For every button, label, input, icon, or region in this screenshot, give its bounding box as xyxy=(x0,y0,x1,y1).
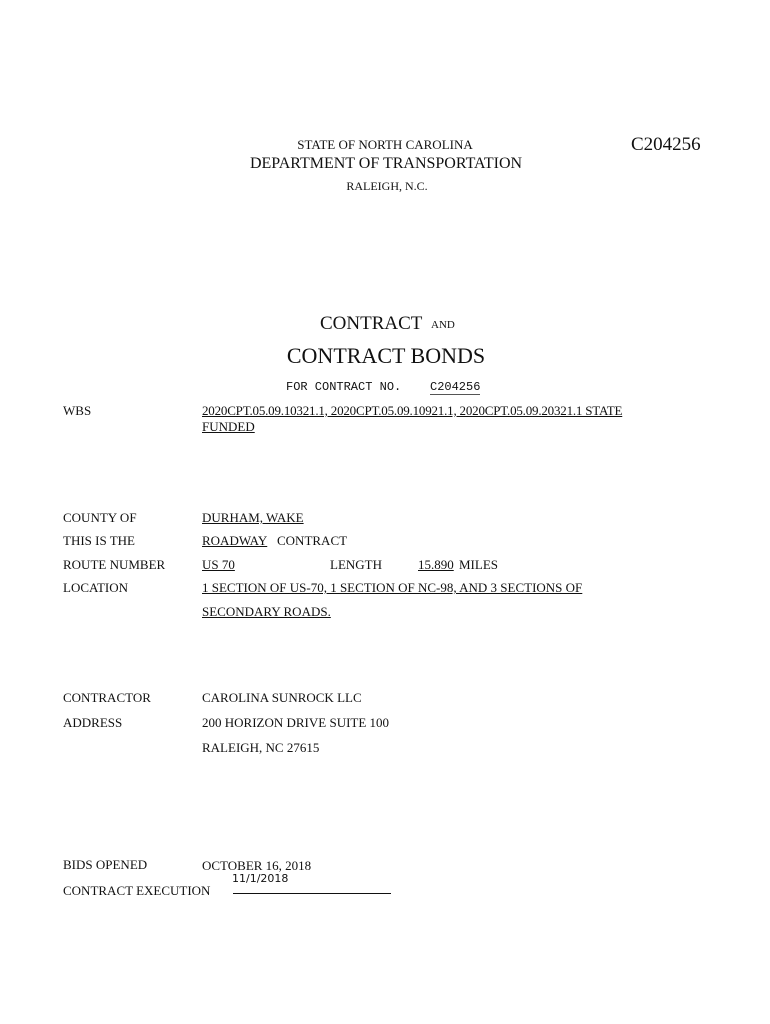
location-line2: SECONDARY ROADS. xyxy=(202,604,331,619)
address-line2: RALEIGH, NC 27615 xyxy=(202,740,320,755)
contract-id: C204256 xyxy=(631,134,701,155)
execution-label: CONTRACT EXECUTION xyxy=(63,883,211,898)
contract-word: CONTRACT xyxy=(277,533,348,548)
wbs-label: WBS xyxy=(63,403,92,418)
state-heading: STATE OF NORTH CAROLINA xyxy=(297,137,473,152)
execution-signature-line xyxy=(233,893,391,894)
for-contract-no-label: FOR CONTRACT NO. xyxy=(286,380,402,394)
bids-opened-value: OCTOBER 16, 2018 xyxy=(202,858,312,873)
county-value: DURHAM, WAKE xyxy=(202,510,304,525)
route-label: ROUTE NUMBER xyxy=(63,557,166,572)
address-label: ADDRESS xyxy=(63,715,123,730)
county-label: COUNTY OF xyxy=(63,510,137,525)
wbs-line1: 2020CPT.05.09.10321.1, 2020CPT.05.09.10921.1, 2020CPT.05.09.20321.1 STATE xyxy=(202,403,623,418)
city-heading: RALEIGH, N.C. xyxy=(346,179,428,193)
contractor-name: CAROLINA SUNROCK LLC xyxy=(202,690,362,705)
route-value: US 70 xyxy=(202,557,235,572)
this-is-the-label: THIS IS THE xyxy=(63,533,135,548)
bids-opened-label: BIDS OPENED xyxy=(63,857,148,872)
wbs-line2: FUNDED xyxy=(202,419,255,434)
length-label: LENGTH xyxy=(330,557,382,572)
contractor-label: CONTRACTOR xyxy=(63,690,151,705)
location-label: LOCATION xyxy=(63,580,128,595)
location-line1: 1 SECTION OF US-70, 1 SECTION OF NC-98, AND 3 SECTIONS OF xyxy=(202,580,583,595)
length-value: 15.890 xyxy=(418,557,454,572)
contract-no: C204256 xyxy=(430,380,481,394)
length-unit: MILES xyxy=(459,557,498,572)
execution-value: 11/1/2018 xyxy=(232,872,289,885)
contract-type: ROADWAY xyxy=(202,533,268,548)
contract-bonds-title: CONTRACT BONDS xyxy=(286,343,486,368)
and-text: AND xyxy=(431,319,455,331)
contract-title: CONTRACT xyxy=(320,313,423,334)
address-line1: 200 HORIZON DRIVE SUITE 100 xyxy=(202,715,390,730)
department-heading: DEPARTMENT OF TRANSPORTATION xyxy=(249,155,523,172)
